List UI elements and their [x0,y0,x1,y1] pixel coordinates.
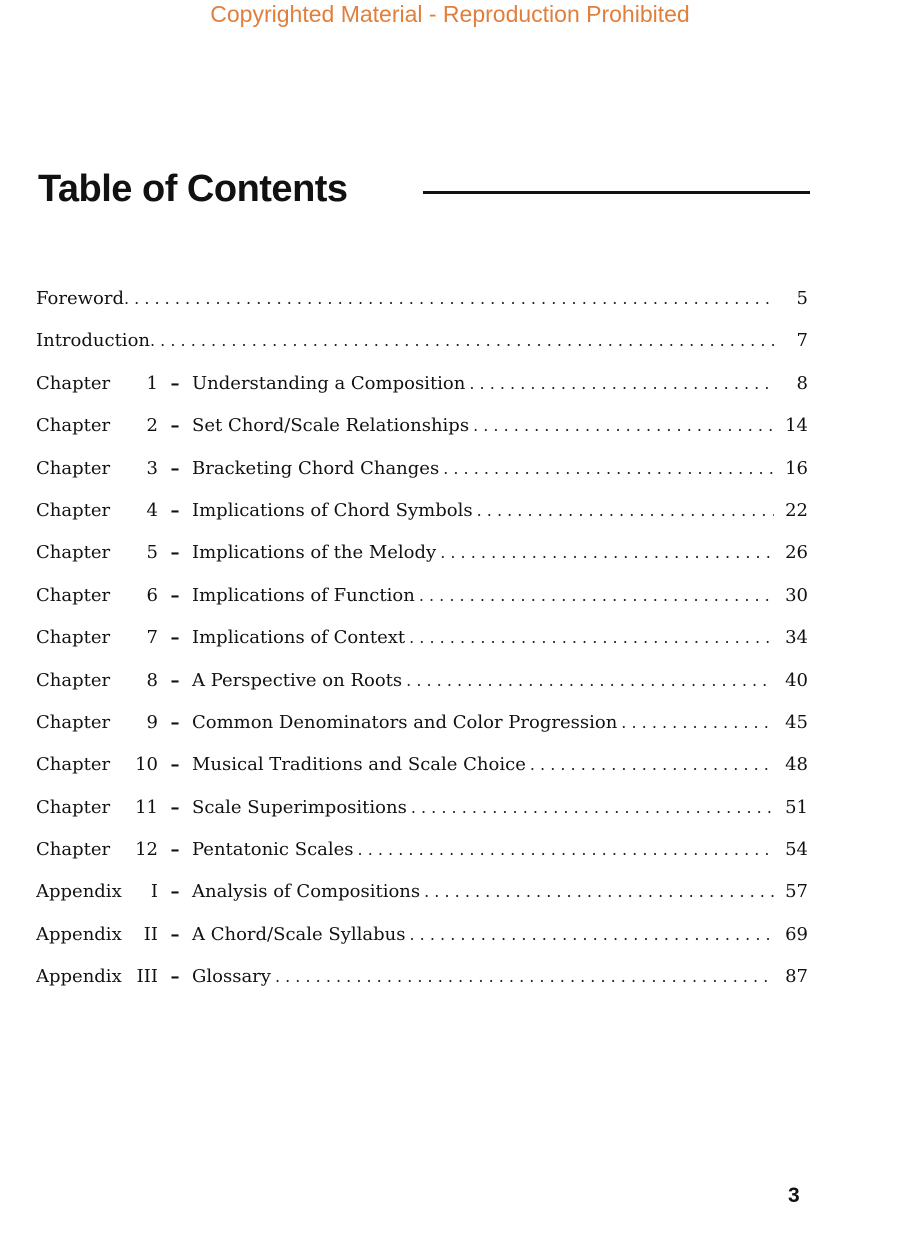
entry-kind: Chapter [36,542,111,564]
leader-dots [477,492,774,530]
leader-dots [275,958,774,996]
entry-page-number: 5 [796,288,808,309]
entry-dash: – [170,627,180,649]
toc-entry-appendix-2[interactable] [36,916,808,958]
toc-entry-chapter-6[interactable] [36,577,808,619]
copyright-watermark: Copyrighted Material - Reproduction Prohibited [210,1,690,27]
entry-page-number: 40 [785,669,808,691]
entry-kind: Chapter [36,711,111,733]
entry-number: I [150,881,158,903]
entry-page-number: 22 [785,499,808,521]
entry-number: 3 [146,457,158,479]
entry-number: 2 [146,415,158,437]
title-rule [423,191,810,194]
entry-dash: – [170,372,180,394]
entry-title: Scale Superimpositions [192,796,407,818]
entry-page-number: 69 [785,923,808,945]
entry-number: 10 [135,754,158,776]
entry-title: Implications of the Melody [192,542,437,564]
leader-dots [530,746,774,784]
entry-dash: – [170,881,180,903]
entry-number: 4 [146,499,158,521]
entry-page-number: 16 [785,457,808,479]
entry-page-number: 7 [796,330,808,352]
leader-dots [406,662,774,700]
entry-page-number: 54 [785,839,808,861]
leader-dots [621,704,774,742]
toc-entry-appendix-3[interactable] [36,958,808,1000]
toc-entry-chapter-2[interactable] [36,407,808,449]
table-of-contents [36,280,808,1001]
entry-title: Implications of Chord Symbols [192,499,473,521]
entry-dash: – [170,796,180,818]
entry-title: Understanding a Composition [192,372,466,394]
toc-entry-chapter-11[interactable] [36,789,808,831]
entry-kind: Appendix [36,923,122,945]
entry-kind: Chapter [36,415,111,437]
entry-number: III [136,966,158,988]
entry-dash: – [170,754,180,776]
entry-dash: – [170,542,180,564]
entry-dash: – [170,669,180,691]
leader-dots [419,577,774,615]
entry-title: Analysis of Compositions [192,881,421,903]
leader-dots [440,534,774,572]
leader-dots [424,873,774,911]
entry-label: Foreword [36,288,124,309]
entry-kind: Chapter [36,796,111,818]
entry-title: A Chord/Scale Syllabus [192,923,406,945]
toc-entry-chapter-3[interactable] [36,450,808,492]
entry-number: II [143,923,158,945]
entry-title: Glossary [192,966,271,988]
entry-kind: Appendix [36,881,122,903]
entry-page-number: 48 [785,754,808,776]
entry-number: 9 [146,711,158,733]
entry-kind: Appendix [36,966,122,988]
entry-title: A Perspective on Roots [192,669,403,691]
leader-dots [124,280,774,318]
entry-page-number: 57 [785,881,808,903]
toc-entry-foreword[interactable] [36,280,808,322]
page-number: 3 [788,1184,800,1207]
entry-kind: Chapter [36,499,111,521]
toc-entry-chapter-9[interactable] [36,704,808,746]
entry-number: 1 [146,372,158,394]
toc-entry-chapter-10[interactable] [36,746,808,788]
entry-kind: Chapter [36,754,111,776]
entry-page-number: 45 [785,711,808,733]
entry-kind: Chapter [36,669,111,691]
entry-dash: – [170,711,180,733]
toc-entry-introduction[interactable] [36,322,808,364]
entry-title: Implications of Context [192,627,406,649]
entry-number: 12 [135,839,158,861]
entry-number: 6 [146,584,158,606]
toc-entry-chapter-5[interactable] [36,534,808,576]
entry-page-number: 51 [785,796,808,818]
toc-entry-chapter-8[interactable] [36,662,808,704]
entry-title: Bracketing Chord Changes [192,457,440,479]
entry-page-number: 8 [796,372,808,394]
leader-dots [473,407,774,445]
entry-title: Implications of Function [192,584,415,606]
page-title: Table of Contents [38,168,348,210]
entry-dash: – [170,584,180,606]
entry-kind: Chapter [36,627,111,649]
toc-entry-chapter-12[interactable] [36,831,808,873]
leader-dots [411,789,774,827]
entry-kind: Chapter [36,839,111,861]
entry-dash: – [170,839,180,861]
toc-entry-appendix-1[interactable] [36,873,808,915]
entry-page-number: 34 [785,627,808,649]
entry-page-number: 26 [785,542,808,564]
entry-title: Musical Traditions and Scale Choice [192,754,526,776]
entry-number: 5 [146,542,158,564]
leader-dots [409,619,774,657]
entry-title: Pentatonic Scales [192,839,354,861]
entry-title: Common Denominators and Color Progression [192,711,618,733]
entry-dash: – [170,499,180,521]
entry-kind: Chapter [36,372,111,394]
entry-number: 7 [146,627,158,649]
heading-row [38,166,810,216]
leader-dots [410,916,775,954]
entry-number: 8 [146,669,158,691]
leader-dots [443,450,774,488]
entry-dash: – [170,966,180,988]
entry-label: Introduction [36,330,150,352]
leader-dots [358,831,774,869]
entry-page-number: 14 [785,415,808,437]
entry-kind: Chapter [36,584,111,606]
leader-dots [150,322,774,360]
leader-dots [469,365,774,403]
entry-page-number: 87 [785,966,808,988]
entry-dash: – [170,923,180,945]
entry-kind: Chapter [36,457,111,479]
entry-title: Set Chord/Scale Relationships [192,415,470,437]
entry-number: 11 [135,796,158,818]
toc-entry-chapter-7[interactable] [36,619,808,661]
entry-dash: – [170,415,180,437]
toc-entry-chapter-1[interactable] [36,365,808,407]
toc-entry-chapter-4[interactable] [36,492,808,534]
entry-dash: – [170,457,180,479]
entry-page-number: 30 [785,584,808,606]
